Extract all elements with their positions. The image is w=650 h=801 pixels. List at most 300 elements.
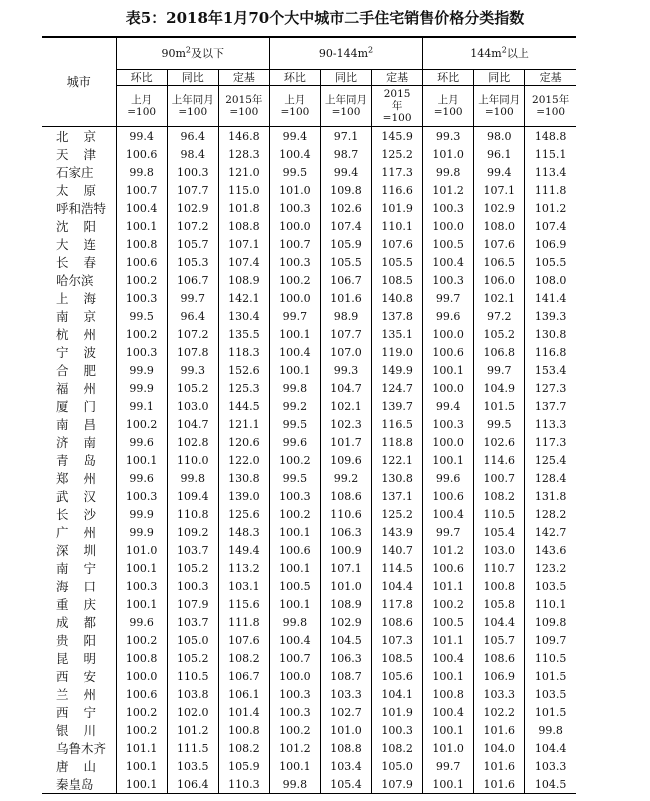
index-value: 137.7 [525,397,576,415]
index-value: 99.8 [116,163,167,181]
base-header-line: =100 [433,106,463,118]
base-header [525,86,576,127]
index-value: 110.1 [525,595,576,613]
index-value: 96.4 [167,127,218,146]
city-name-text [56,559,96,577]
index-value: 99.6 [116,469,167,487]
city-char: 郑 [56,471,69,486]
table-row [42,397,576,415]
index-value: 139.0 [218,487,269,505]
city-name [42,181,116,199]
city-char: 太 [56,183,69,198]
index-value: 99.8 [269,379,320,397]
city-name-text [56,235,96,253]
index-value: 96.4 [167,307,218,325]
index-value: 114.6 [474,451,525,469]
index-value: 98.0 [474,127,525,146]
city-name-text [56,595,96,613]
index-value: 100.2 [116,271,167,289]
index-value: 101.0 [320,577,371,595]
index-value: 100.6 [116,253,167,271]
index-value: 100.3 [269,703,320,721]
index-value: 101.1 [423,577,474,595]
index-value: 101.0 [116,541,167,559]
city-name-text [56,253,96,271]
index-value: 100.1 [423,721,474,739]
index-value: 101.6 [474,757,525,775]
index-value: 100.1 [269,523,320,541]
index-value: 110.5 [525,649,576,667]
index-value: 100.4 [423,649,474,667]
metric-header: 定基 [218,70,269,86]
index-value: 99.9 [116,523,167,541]
base-header-line: =100 [229,106,259,118]
city-char: 天 [56,147,69,162]
city-name [42,217,116,235]
city-char: 银 [56,723,69,738]
city-name-text [56,523,96,541]
index-value: 106.3 [320,523,371,541]
index-value: 100.3 [372,721,423,739]
index-value: 105.0 [372,757,423,775]
city-char: 圳 [83,543,96,558]
city-char: 沙 [83,507,96,522]
city-name [42,163,116,181]
index-value: 107.0 [320,343,371,361]
city-name [42,505,116,523]
index-value: 106.1 [218,685,269,703]
index-value: 103.5 [525,577,576,595]
index-value: 105.5 [525,253,576,271]
index-value: 98.7 [320,145,371,163]
city-name-text [56,757,96,775]
index-value: 100.2 [116,415,167,433]
index-value: 107.7 [167,181,218,199]
index-value: 113.3 [525,415,576,433]
index-value: 103.8 [167,685,218,703]
index-value: 100.2 [269,721,320,739]
index-value: 99.5 [474,415,525,433]
index-value: 130.8 [372,469,423,487]
price-index-table [42,36,576,794]
base-header-line: =100 [127,106,157,118]
index-value: 141.4 [525,289,576,307]
index-value: 100.3 [167,577,218,595]
index-value: 108.0 [474,217,525,235]
city-char: 肥 [83,363,96,378]
index-value: 100.5 [423,613,474,631]
index-value: 101.0 [320,721,371,739]
index-value: 100.8 [474,577,525,595]
table-row [42,685,576,703]
city-char: 合 [56,363,69,378]
city-name-text [56,145,96,163]
table-row [42,451,576,469]
index-value: 100.3 [269,685,320,703]
index-value: 110.5 [474,505,525,523]
index-value: 100.2 [116,631,167,649]
index-value: 101.5 [525,703,576,721]
index-value: 106.9 [474,667,525,685]
index-value: 105.2 [474,325,525,343]
index-value: 149.9 [372,361,423,379]
city-name [42,577,116,595]
index-value: 102.3 [320,415,371,433]
index-value: 100.2 [116,703,167,721]
table-row [42,325,576,343]
metric-header: 定基 [525,70,576,86]
table-row [42,667,576,685]
index-value: 100.3 [116,487,167,505]
index-value: 137.8 [372,307,423,325]
index-value: 108.6 [474,649,525,667]
city-char: 南 [56,417,69,432]
index-value: 107.2 [167,325,218,343]
index-value: 116.8 [525,343,576,361]
city-name [42,289,116,307]
index-value: 100.1 [116,559,167,577]
city-name-text [56,649,96,667]
index-value: 139.7 [372,397,423,415]
city-name [42,469,116,487]
index-value: 101.4 [218,703,269,721]
index-value: 103.0 [474,541,525,559]
base-header-row [42,86,576,127]
city-name [42,451,116,469]
metric-header: 环比 [423,70,474,86]
city-name [42,145,116,163]
index-value: 100.8 [116,235,167,253]
index-value: 100.4 [423,253,474,271]
index-value: 107.6 [218,631,269,649]
city-name [42,631,116,649]
group-header-medium: $90-144m^2$ [269,37,422,70]
index-value: 139.3 [525,307,576,325]
city-name [42,523,116,541]
index-value: 100.1 [423,451,474,469]
index-value: 108.8 [320,739,371,757]
index-value: 102.9 [320,613,371,631]
index-value: 100.7 [269,235,320,253]
index-value: 100.8 [116,649,167,667]
city-char: 昆 [56,651,69,666]
index-value: 116.5 [372,415,423,433]
index-value: 100.0 [269,289,320,307]
index-value: 99.7 [423,523,474,541]
index-value: 114.5 [372,559,423,577]
index-value: 142.1 [218,289,269,307]
index-value: 108.0 [525,271,576,289]
index-value: 105.9 [320,235,371,253]
table-row [42,703,576,721]
city-char: 大 [56,237,69,252]
city-name [42,415,116,433]
table-row [42,433,576,451]
base-header [320,86,371,127]
city-char: 贵 [56,633,69,648]
index-value: 101.8 [218,199,269,217]
city-name [42,487,116,505]
city-name-text [56,361,96,379]
table-row [42,613,576,631]
index-value: 106.7 [320,271,371,289]
city-char: 成 [56,615,69,630]
base-header [167,86,218,127]
base-header-line: 年 [391,100,403,112]
city-name [42,721,116,739]
city-name [42,757,116,775]
index-value: 103.1 [218,577,269,595]
index-value: 111.5 [167,739,218,757]
city-name [42,361,116,379]
index-value: 100.4 [269,343,320,361]
index-value: 100.1 [423,361,474,379]
city-char: 广 [56,525,69,540]
index-value: 99.8 [269,775,320,794]
index-value: 108.2 [218,739,269,757]
index-value: 99.9 [116,361,167,379]
table-row [42,271,576,289]
base-header-line: 上月 [131,94,153,106]
index-value: 102.9 [167,199,218,217]
index-value: 100.2 [269,451,320,469]
city-char: 安 [83,669,96,684]
index-value: 100.1 [269,595,320,613]
index-value: 100.1 [269,361,320,379]
table-row [42,415,576,433]
city-char: 南 [56,561,69,576]
table-row [42,721,576,739]
group-header-small: $90m^2$及以下 [116,37,269,70]
index-value: 137.1 [372,487,423,505]
index-value: 109.7 [525,631,576,649]
city-name-text [56,379,96,397]
index-value: 105.5 [372,253,423,271]
index-value: 99.5 [269,163,320,181]
city-name-text [56,433,96,451]
index-value: 100.3 [423,199,474,217]
city-name [42,667,116,685]
city-char: 深 [56,543,69,558]
index-value: 100.8 [218,721,269,739]
metric-header: 环比 [269,70,320,86]
city-name-text [56,415,96,433]
city-char: 京 [83,129,96,144]
index-value: 135.5 [218,325,269,343]
table-row [42,505,576,523]
index-value: 101.7 [320,433,371,451]
city-name-text [56,127,96,145]
base-header [116,86,167,127]
index-value: 128.3 [218,145,269,163]
index-value: 104.4 [474,613,525,631]
index-value: 115.0 [218,181,269,199]
index-value: 107.1 [320,559,371,577]
index-value: 125.2 [372,145,423,163]
table-row [42,307,576,325]
index-value: 101.2 [423,181,474,199]
city-char: 口 [83,579,96,594]
index-value: 107.6 [474,235,525,253]
index-value: 107.2 [167,217,218,235]
index-value: 99.3 [320,361,371,379]
index-value: 99.7 [167,289,218,307]
city-char: 兰 [56,687,69,702]
table-row [42,217,576,235]
index-value: 102.9 [474,199,525,217]
index-value: 105.7 [474,631,525,649]
index-value: 102.1 [320,397,371,415]
index-value: 100.1 [116,775,167,794]
index-value: 108.6 [372,613,423,631]
index-value: 111.8 [525,181,576,199]
index-value: 97.1 [320,127,371,146]
index-value: 107.1 [474,181,525,199]
city-name [42,559,116,577]
index-value: 100.0 [423,379,474,397]
metric-header: 定基 [372,70,423,86]
base-header-line: =100 [178,106,208,118]
index-value: 115.1 [525,145,576,163]
index-value: 100.2 [423,595,474,613]
index-value: 99.1 [116,397,167,415]
index-value: 106.3 [320,649,371,667]
index-value: 101.2 [423,541,474,559]
index-value: 99.2 [320,469,371,487]
index-value: 101.5 [474,397,525,415]
index-value: 103.0 [167,397,218,415]
base-header-line: 上年同月 [324,94,367,106]
index-value: 100.7 [116,181,167,199]
index-value: 111.8 [218,613,269,631]
index-value: 101.6 [320,289,371,307]
city-char: 北 [56,129,69,144]
index-value: 101.2 [269,739,320,757]
index-value: 99.9 [116,379,167,397]
index-value: 105.3 [167,253,218,271]
city-name-text [56,469,96,487]
index-value: 101.6 [474,775,525,794]
index-value: 108.2 [372,739,423,757]
index-value: 101.0 [269,181,320,199]
city-char: 明 [83,651,96,666]
index-value: 100.1 [116,595,167,613]
city-char: 济 [56,435,69,450]
city-char: 宁 [56,345,69,360]
index-value: 99.2 [269,397,320,415]
index-value: 100.3 [116,343,167,361]
city-name-text [56,451,96,469]
index-value: 100.3 [423,415,474,433]
base-header-line: 上年同月 [478,94,521,106]
base-header-line: 2015 [383,88,411,100]
city-char: 重 [56,597,69,612]
index-value: 104.0 [474,739,525,757]
index-value: 99.7 [423,289,474,307]
index-value: 123.2 [525,559,576,577]
index-value: 145.9 [372,127,423,146]
index-value: 125.4 [525,451,576,469]
index-value: 103.7 [167,541,218,559]
index-value: 108.9 [320,595,371,613]
index-value: 107.4 [218,253,269,271]
table-row [42,181,576,199]
index-value: 98.4 [167,145,218,163]
index-value: 100.5 [269,577,320,595]
city-char: 波 [83,345,96,360]
base-header-line: 上月 [284,94,306,106]
index-value: 100.0 [269,217,320,235]
index-value: 99.4 [423,397,474,415]
index-value: 100.6 [269,541,320,559]
index-value: 107.6 [372,235,423,253]
base-header [423,86,474,127]
city-name-text [56,325,96,343]
index-value: 100.1 [116,757,167,775]
index-value: 107.9 [372,775,423,794]
index-value: 99.4 [269,127,320,146]
index-value: 105.6 [372,667,423,685]
index-value: 135.1 [372,325,423,343]
table-row [42,775,576,794]
index-value: 100.0 [423,217,474,235]
index-value: 104.4 [525,739,576,757]
index-value: 101.2 [525,199,576,217]
index-value: 103.3 [525,757,576,775]
index-value: 100.6 [116,145,167,163]
index-value: 100.3 [116,289,167,307]
index-value: 104.5 [320,631,371,649]
table-row [42,649,576,667]
base-header [474,86,525,127]
index-value: 100.4 [423,703,474,721]
city-char: 昌 [83,417,96,432]
index-value: 148.8 [525,127,576,146]
index-value: 101.2 [167,721,218,739]
index-value: 122.1 [372,451,423,469]
table-row [42,595,576,613]
index-value: 99.4 [320,163,371,181]
index-value: 103.3 [474,685,525,703]
index-value: 100.7 [474,469,525,487]
table-row [42,235,576,253]
index-value: 110.1 [372,217,423,235]
index-value: 99.6 [116,433,167,451]
index-value: 107.7 [320,325,371,343]
city-name-text [56,577,96,595]
city-name-text [56,613,96,631]
index-value: 101.9 [372,199,423,217]
index-value: 100.1 [269,559,320,577]
table-row [42,163,576,181]
index-value: 100.6 [423,487,474,505]
index-value: 100.4 [116,199,167,217]
index-value: 108.2 [474,487,525,505]
city-name-text [56,505,96,523]
city-name [42,649,116,667]
index-value: 100.9 [320,541,371,559]
index-value: 99.3 [423,127,474,146]
city-char: 津 [83,147,96,162]
table-row [42,343,576,361]
index-value: 130.8 [525,325,576,343]
city-char: 长 [56,507,69,522]
city-char: 州 [83,381,96,396]
index-value: 110.8 [167,505,218,523]
index-value: 108.6 [320,487,371,505]
city-name [42,253,116,271]
index-value: 140.7 [372,541,423,559]
